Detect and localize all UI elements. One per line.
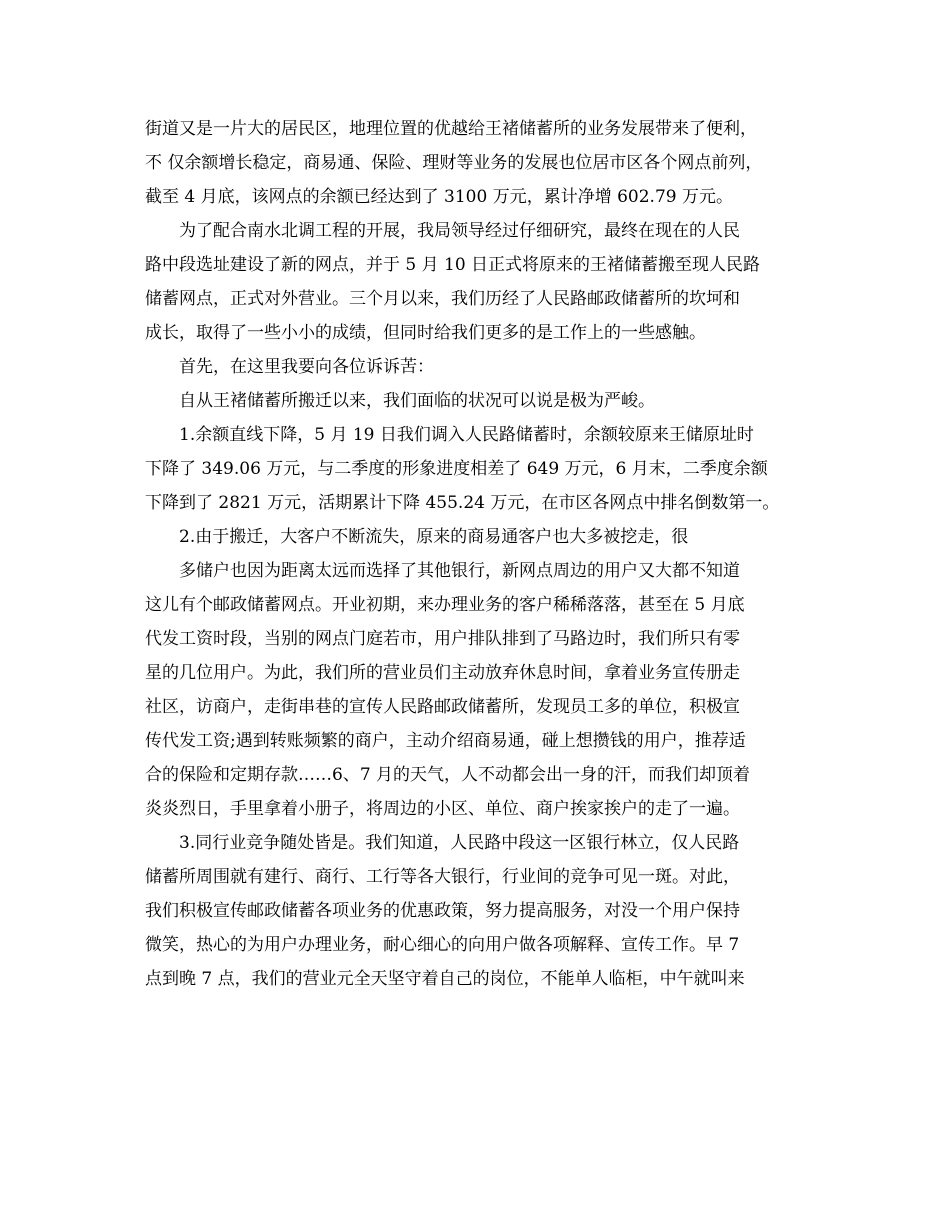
text-line: 下降了 349.06 万元，与二季度的形象进度相差了 649 万元，6 月末，二季度余额 [145, 459, 768, 479]
paragraph-start-line: 首先，在这里我要向各位诉诉苦： [179, 357, 434, 377]
text-line: 截至 4 月底，该网点的余额已经达到了 3100 万元，累计净增 602.79 万元。 [145, 187, 733, 207]
list-item-1-line: 1.余额直线下降，5 月 19 日我们调入人民路储蓄时，余额较原来王储原址时 [179, 425, 754, 445]
text-line: 社区，访商户，走街串巷的宣传人民路邮政储蓄所，发现员工多的单位，积极宣 [145, 697, 740, 717]
text-line: 街道又是一片大的居民区，地理位置的优越给王褚储蓄所的业务发展带来了便利， [145, 119, 757, 139]
text-line: 这儿有个邮政储蓄网点。开业初期，来办理业务的客户稀稀落落，甚至在 5 月底 [145, 595, 745, 615]
text-line: 合的保险和定期存款……6、7 月的天气，人不动都会出一身的汗，而我们却顶着 [145, 765, 751, 785]
text-line: 下降到了 2821 万元，活期累计下降 455.24 万元，在市区各网点中排名倒数第一。 [145, 493, 780, 513]
text-line: 路中段选址建设了新的网点，并于 5 月 10 日正式将原来的王褚储蓄搬至现人民路 [145, 255, 761, 275]
text-line: 成长，取得了一些小小的成绩，但同时给我们更多的是工作上的一些感触。 [145, 323, 706, 343]
text-line: 炎炎烈日，手里拿着小册子，将周边的小区、单位、商户挨家挨户的走了一遍。 [145, 799, 740, 819]
list-item-2-line: 2.由于搬迁，大客户不断流失，原来的商易通客户也大多被挖走，很 [179, 527, 689, 547]
text-line: 传代发工资;遇到转账频繁的商户，主动介绍商易通，碰上想攒钱的用户，推荐适 [145, 731, 746, 751]
text-line: 微笑，热心的为用户办理业务，耐心细心的向用户做各项解释、宣传工作。早 7 [145, 935, 740, 955]
list-item-3-line: 3.同行业竞争随处皆是。我们知道，人民路中段这一区银行林立，仅人民路 [179, 833, 740, 853]
text-line: 代发工资时段，当别的网点门庭若市，用户排队排到了马路边时，我们所只有零 [145, 629, 740, 649]
text-line: 点到晚 7 点，我们的营业元全天坚守着自己的岗位，不能单人临柜，中午就叫来 [145, 969, 745, 989]
text-line: 储蓄网点，正式对外营业。三个月以来，我们历经了人民路邮政储蓄所的坎坷和 [145, 289, 740, 309]
text-line: 星的几位用户。为此，我们所的营业员们主动放弃休息时间，拿着业务宣传册走 [145, 663, 740, 683]
paragraph-start-line: 多储户也因为距离太远而选择了其他银行，新网点周边的用户又大都不知道 [179, 561, 740, 581]
paragraph-start-line: 自从王褚储蓄所搬迁以来，我们面临的状况可以说是极为严峻。 [179, 391, 655, 411]
text-line: 不 仅余额增长稳定，商易通、保险、理财等业务的发展也位居市区各个网点前列， [145, 153, 763, 173]
text-line: 我们积极宣传邮政储蓄各项业务的优惠政策，努力提高服务，对没一个用户保持 [145, 901, 740, 921]
paragraph-start-line: 为了配合南水北调工程的开展，我局领导经过仔细研究，最终在现在的人民 [179, 221, 740, 241]
document-body [145, 112, 815, 996]
text-line: 储蓄所周围就有建行、商行、工行等各大银行，行业间的竞争可见一斑。对此， [145, 867, 740, 887]
